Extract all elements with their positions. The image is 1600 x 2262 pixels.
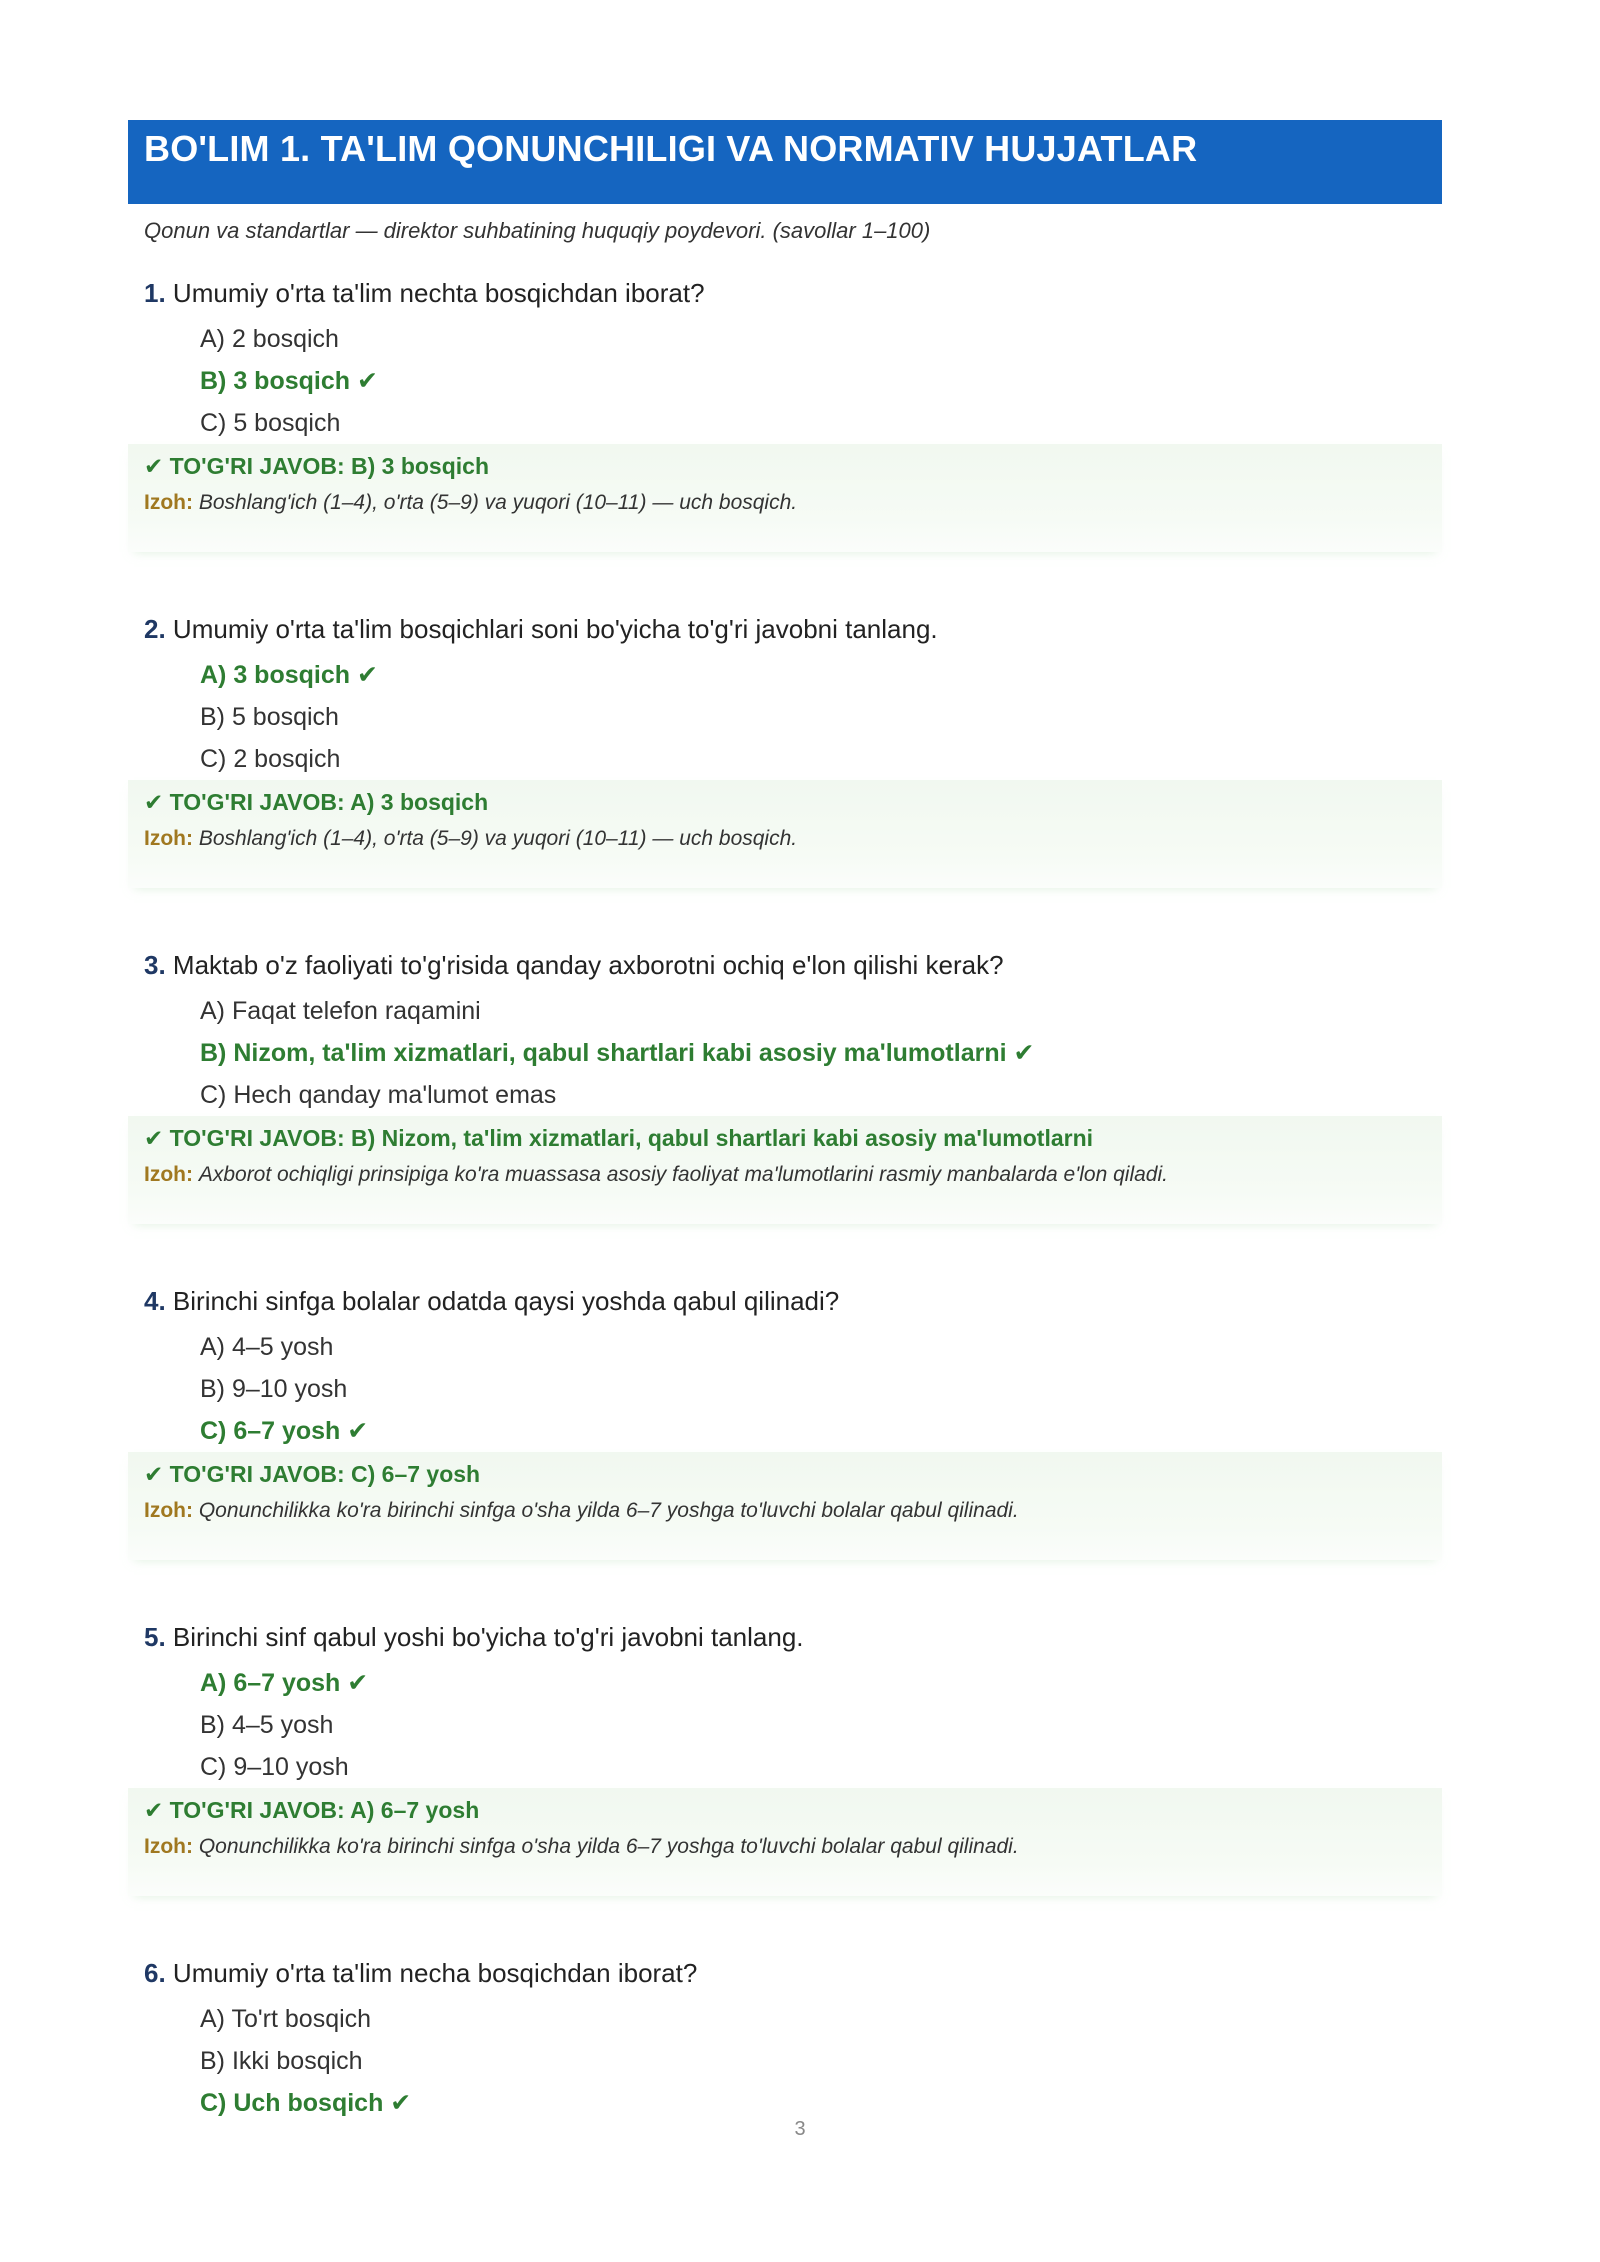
explanation-text: Qonunchilikka ko'ra birinchi sinfga o'sha yilda 6–7 yoshga to'luvchi bolalar qabul qilinadi. bbox=[198, 1499, 1019, 1522]
option-list bbox=[128, 318, 1442, 444]
option-list bbox=[128, 654, 1442, 780]
document-page bbox=[128, 120, 1442, 2124]
answer-option: C) Hech qanday ma'lumot emas bbox=[200, 1081, 557, 1109]
correct-answer-line: ✔ TO'G'RI JAVOB: B) 3 bosqich bbox=[144, 453, 489, 479]
answer-option: A) 2 bosqich bbox=[200, 325, 339, 353]
answer-option: C) 5 bosqich bbox=[200, 409, 341, 437]
correct-answer-line: ✔ TO'G'RI JAVOB: A) 6–7 yosh bbox=[144, 1797, 480, 1823]
section-subtitle: Qonun va standartlar — direktor suhbatining huquqiy poydevori. (savollar 1–100) bbox=[144, 218, 931, 243]
explanation-text: Boshlang'ich (1–4), o'rta (5–9) va yuqori (10–11) — uch bosqich. bbox=[198, 491, 798, 514]
answer-option: A) To'rt bosqich bbox=[200, 2005, 372, 2033]
option-list bbox=[128, 1326, 1442, 1452]
question-text bbox=[128, 948, 1442, 982]
explanation-line bbox=[144, 820, 1426, 858]
question-block bbox=[128, 1956, 1442, 2124]
correct-option: B) Nizom, ta'lim xizmatlari, qabul shartlari kabi asosiy ma'lumotlarni ✔ bbox=[200, 1039, 1035, 1067]
answer-box bbox=[128, 1788, 1442, 1896]
option-list bbox=[128, 1662, 1442, 1788]
question-block bbox=[128, 1284, 1442, 1560]
explanation-label: Izoh: bbox=[144, 1163, 193, 1186]
explanation-line bbox=[144, 484, 1426, 522]
question-label: Birinchi sinf qabul yoshi bo'yicha to'g'ri javobni tanlang. bbox=[172, 1622, 804, 1652]
explanation-text: Boshlang'ich (1–4), o'rta (5–9) va yuqori (10–11) — uch bosqich. bbox=[198, 827, 798, 850]
question-number: 4. bbox=[144, 1286, 166, 1316]
explanation-line bbox=[144, 1492, 1426, 1530]
question-text bbox=[128, 612, 1442, 646]
question-number: 5. bbox=[144, 1622, 166, 1652]
answer-box bbox=[128, 1116, 1442, 1224]
answer-option: B) 4–5 yosh bbox=[200, 1711, 334, 1739]
question-text bbox=[128, 1956, 1442, 1990]
explanation-line bbox=[144, 1828, 1426, 1866]
question-number: 2. bbox=[144, 614, 166, 644]
question-number: 3. bbox=[144, 950, 166, 980]
correct-option: A) 3 bosqich ✔ bbox=[200, 661, 378, 689]
option-list bbox=[128, 1998, 1442, 2124]
question-label: Umumiy o'rta ta'lim necha bosqichdan iborat? bbox=[172, 1958, 698, 1988]
explanation-text: Qonunchilikka ko'ra birinchi sinfga o'sha yilda 6–7 yoshga to'luvchi bolalar qabul qilinadi. bbox=[198, 1835, 1019, 1858]
answer-option: C) 9–10 yosh bbox=[200, 1753, 349, 1781]
question-block bbox=[128, 276, 1442, 552]
question-text bbox=[128, 276, 1442, 310]
answer-option: A) 4–5 yosh bbox=[200, 1333, 334, 1361]
question-list bbox=[128, 276, 1442, 2124]
question-block bbox=[128, 948, 1442, 1224]
correct-answer-line: ✔ TO'G'RI JAVOB: A) 3 bosqich bbox=[144, 789, 489, 815]
correct-option: C) 6–7 yosh ✔ bbox=[200, 1417, 369, 1445]
question-label: Umumiy o'rta ta'lim nechta bosqichdan iborat? bbox=[172, 278, 705, 308]
answer-option: C) 2 bosqich bbox=[200, 745, 341, 773]
answer-option: B) 9–10 yosh bbox=[200, 1375, 348, 1403]
question-text bbox=[128, 1284, 1442, 1318]
question-number: 6. bbox=[144, 1958, 166, 1988]
answer-box bbox=[128, 780, 1442, 888]
page-number: 3 bbox=[794, 2118, 806, 2140]
answer-option: B) 5 bosqich bbox=[200, 703, 339, 731]
question-number: 1. bbox=[144, 278, 166, 308]
answer-box bbox=[128, 1452, 1442, 1560]
correct-option: B) 3 bosqich ✔ bbox=[200, 367, 378, 395]
question-label: Maktab o'z faoliyati to'g'risida qanday axborotni ochiq e'lon qilishi kerak? bbox=[172, 950, 1004, 980]
correct-answer-line: ✔ TO'G'RI JAVOB: C) 6–7 yosh bbox=[144, 1461, 481, 1487]
correct-answer-line: ✔ TO'G'RI JAVOB: B) Nizom, ta'lim xizmatlari, qabul shartlari kabi asosiy ma'lumotlarni bbox=[144, 1125, 1094, 1151]
question-block bbox=[128, 1620, 1442, 1896]
explanation-text: Axborot ochiqligi prinsipiga ko'ra muassasa asosiy faoliyat ma'lumotlarini rasmiy manbalarda e'lon qiladi. bbox=[198, 1163, 1168, 1186]
answer-box bbox=[128, 444, 1442, 552]
explanation-label: Izoh: bbox=[144, 1499, 193, 1522]
explanation-label: Izoh: bbox=[144, 827, 193, 850]
question-block bbox=[128, 612, 1442, 888]
explanation-label: Izoh: bbox=[144, 491, 193, 514]
correct-option: C) Uch bosqich ✔ bbox=[200, 2089, 412, 2117]
answer-option: B) Ikki bosqich bbox=[200, 2047, 363, 2075]
question-label: Umumiy o'rta ta'lim bosqichlari soni bo'yicha to'g'ri javobni tanlang. bbox=[172, 614, 938, 644]
question-label: Birinchi sinfga bolalar odatda qaysi yoshda qabul qilinadi? bbox=[172, 1286, 840, 1316]
answer-option: A) Faqat telefon raqamini bbox=[200, 997, 481, 1025]
explanation-line bbox=[144, 1156, 1426, 1194]
section-title: BO'LIM 1. TA'LIM QONUNCHILIGI VA NORMATIV HUJJATLAR bbox=[128, 120, 1442, 204]
option-list bbox=[128, 990, 1442, 1116]
correct-option: A) 6–7 yosh ✔ bbox=[200, 1669, 369, 1697]
explanation-label: Izoh: bbox=[144, 1835, 193, 1858]
question-text bbox=[128, 1620, 1442, 1654]
